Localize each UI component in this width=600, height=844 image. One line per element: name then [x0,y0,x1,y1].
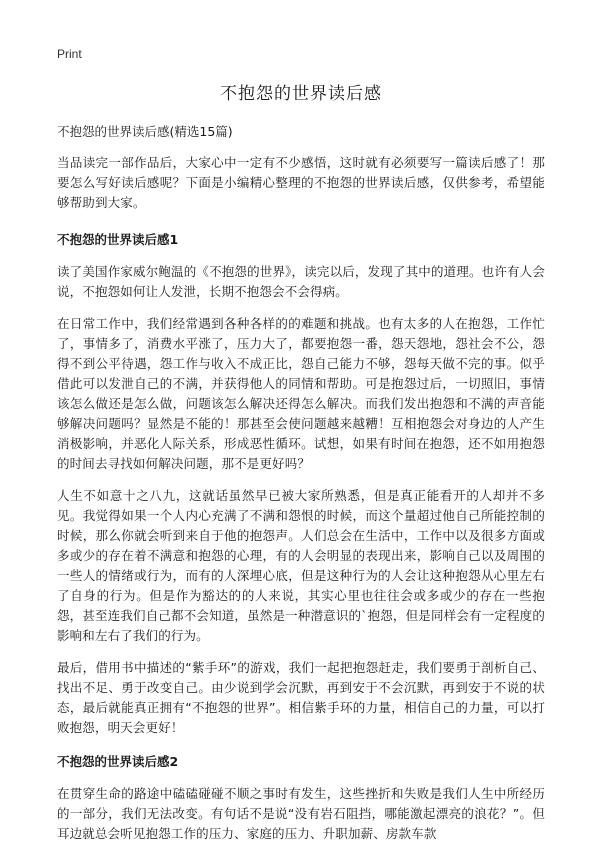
section-1-heading: 不抱怨的世界读后感1 [57,232,179,247]
section-2-paragraph-1: 在贯穿生命的路途中磕磕碰碰不顺之事时有发生，这些挫折和失败是我们人生中所经历的一部分，我们无法改变。有句话不是说“没有岩石阻挡，哪能激起漂亮的浪花？”。但耳边就总会听见抱怨工作的压力、家庭的压力、升职加薪、房款车款 [57,786,545,841]
section-1-paragraph-1: 读了美国作家威尔鲍温的《不抱怨的世界》，读完以后，发现了其中的道理。也许有人会说，不抱怨如何让人发泄，长期不抱怨会不会得病。 [57,264,545,299]
document-subtitle: 不抱怨的世界读后感(精选15篇) [57,124,233,139]
intro-paragraph: 当品读完一部作品后，大家心中一定有不少感悟，这时就有必须要写一篇读后感了！那要怎么写好读后感呢？下面是小编精心整理的不抱怨的世界读后感，仅供参考，希望能够帮助到大家。 [57,155,545,210]
section-2-heading: 不抱怨的世界读后感2 [57,754,179,769]
print-link[interactable]: Print [57,47,82,61]
section-1-paragraph-2: 在日常工作中，我们经常遇到各种各样的的难题和挑战。也有太多的人在抱怨，工作忙了，事情多了，消费水平涨了，压力大了，都要抱怨一番，怨天怨地，怨社会不公，怨得不到公平待遇，怨工作与收入不成正比，怨自己能力不够，怨每天做不完的事。似乎借此可以发泄自己的不满，并获得他人的同情和帮助。可是抱怨过后，一切照旧，事情该怎么做还是怎么做，问题该怎么解决还得怎么解决。而我们发出抱怨和不满的声音能够解决问题吗？显然是不能的！那甚至会使问题越来越糟！互相抱怨会对身边的人产生消极影响，并恶化人际关系，形成恶性循环。试想，如果有时间在抱怨，还不如用抱怨的时间去寻找如何解决问题，那不是更好吗？ [57,316,545,471]
page-title: 不抱怨的世界读后感 [220,84,382,104]
section-1-paragraph-4: 最后，借用书中描述的“紫手环”的游戏，我们一起把抱怨赶走，我们要勇于剖析自己、找出不足、勇于改变自己。由少说到学会沉默，再到安于不会沉默，再到安于不说的状态，最后就能真正拥有“不抱怨的世界”。相信紫手环的力量，相信自己的力量，可以打败抱怨，明天会更好！ [57,660,545,735]
section-1-paragraph-3: 人生不如意十之八九，这就话虽然早已被大家所熟悉，但是真正能看开的人却并不多见。我觉得如果一个人内心充满了不满和怨恨的时候，而这个量超过他自己所能控制的时候，那么你就会听到来自于他的抱怨声。人们总会在生活中，工作中以及很多方面或多或少的存在着不满意和抱怨的心理，有的人会明显的表现出来，影响自己以及周围的一些人的情绪或行为，而有的人深埋心底，但是这种行为的人会让这种抱怨从心里左右了自身的行为。但是作为豁达的的人来说，其实心里也往往会或多或少的存在一些抱怨，甚至连我们自己都不会知道，虽然是一种潜意识的`抱怨，但是同样会有一定程度的影响和左右了我们的行为。 [57,488,545,643]
